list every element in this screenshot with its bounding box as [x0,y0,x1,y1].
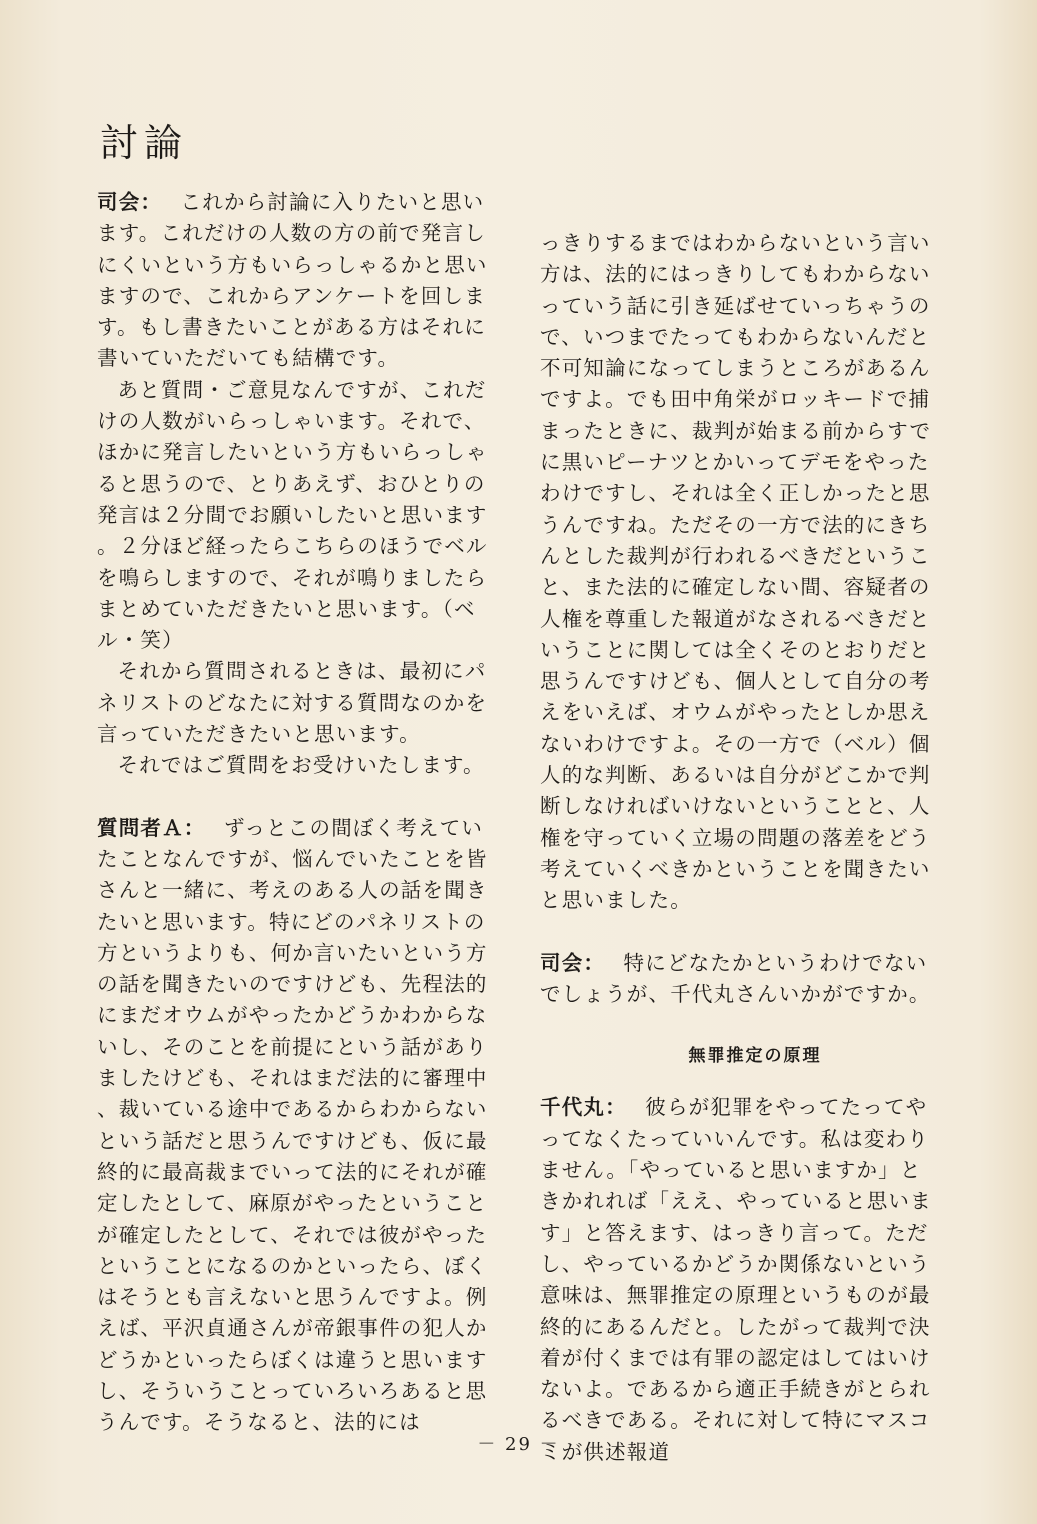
speaker-label: 千代丸： [540,1095,627,1120]
paragraph-chiyomaru [540,1092,940,1468]
paragraph-text: 特にどなたかというわけでないでしょうが、千代丸さんいかがですか。 [540,950,931,1006]
page-title: 討論 [100,121,189,165]
paragraph-moderator-response [540,948,940,1011]
paragraph-spacer [97,782,497,813]
paragraph-moderator-intro [97,187,497,375]
paragraph-spacer [540,1072,940,1092]
section-subheading: 無罪推定の原理 [688,1046,822,1067]
paragraph-time-limit: あと質問・ご意見なんですが、これだけの人数がいらっしゃいます。それで、ほかに発言したいという方もいらっしゃると思うので、とりあえず、おひとりの発言は２分間でお願いしたいと思います。２分ほど経ったらこちらのほうでベルを鳴らしますので、それが鳴りましたらまとめていただきたいと思います。（ベル・笑） [97,377,488,653]
paragraph-spacer [540,917,940,948]
left-column [97,187,497,1439]
paragraph-questioner-a-continued: っきりするまではわからないという言い方は、法的にはっきりしてもわからないっていう話に引き延ばせていっちゃうので、いつまでたってもわからないんだと不可知論になってしまうところがあるんですよ。でも田中角栄がロッキードで捕まったときに、裁判が始まる前からすでに黒いピーナツとかいってデモをやったわけですし、それは全く正しかったと思うんですね。ただその一方で法的にきちんとした裁判が行われるべきだということ、また法的に確定しない間、容疑者の人権を尊重した報道がなされるべきだということに関しては全くそのとおりだと思うんですけども、個人として自分の考えをいえば、オウムがやったとしか思えないわけですよ。その一方で（ベル）個人的な判断、あるいは自分がどこかで判断しなければいけないということと、人権を守っていく立場の問題の落差をどう考えていくべきかということを聞きたいと思いました。 [540,231,932,913]
paragraph-text: これから討論に入りたいと思います。これだけの人数の方の前で発言しにくいという方もいらっしゃるかと思いますので、これからアンケートを回します。もし書きたいことがある方はそれに書いていただいても結構です。 [97,190,488,371]
speaker-label: 質問者Ａ： [97,815,206,840]
speaker-label: 司会： [97,190,163,214]
paragraph-question-instructions: それから質問されるときは、最初にパネリストのどなたに対する質問なのかを言っていただきたいと思います。 [97,659,488,747]
page-number: － 29 － [477,1434,560,1455]
paragraph-text: ずっとこの間ぼく考えていたことなんですが、悩んでいたことを皆さんと一緒に、考えのある人の話を聞きたいと思います。特にどのパネリストの方というよりも、何か言いたいという方の話を聞きたいのですけども、先程法的にまだオウムがやったかどうかわからないし、そのことを前提にという話がありましたけども、それはまだ法的に審理中、裁いている途中であるからわからないという話だと思うんですけども、仮に最終的に最高裁までいって法的にそれが確定したとして、麻原がやったということが確定したとして、それでは彼がやったということになるのかといったら、ぼくはそうとも言えないと思うんですよ。例えば、平沢貞通さんが帝銀事件の犯人かどうかといったらぼくは違うと思いますし、そういうことっていろいろあると思うんです。そうなると、法的には [97,815,488,1435]
paragraph-accepting-questions: それではご質問をお受けいたします。 [117,753,485,778]
paragraph-spacer [540,1010,940,1041]
paragraph-questioner-a [97,813,497,1439]
speaker-label: 司会： [540,950,606,975]
right-column [540,228,940,1468]
paragraph-text: 彼らが犯罪をやってたってやってなくたっていいんです。私は変わりません。「やっていると思いますか」ときかれれば「ええ、やっていると思います」と答えます、はっきり言って。ただし、やっているかどうか関係ないという意味は、無罪推定の原理というものが最終的にあるんだと。したがって裁判で決着が付くまでは有罪の認定はしてはいけないよ。であるから適正手続きがとられるべきである。それに対して特にマスコミが供述報道 [540,1095,932,1464]
